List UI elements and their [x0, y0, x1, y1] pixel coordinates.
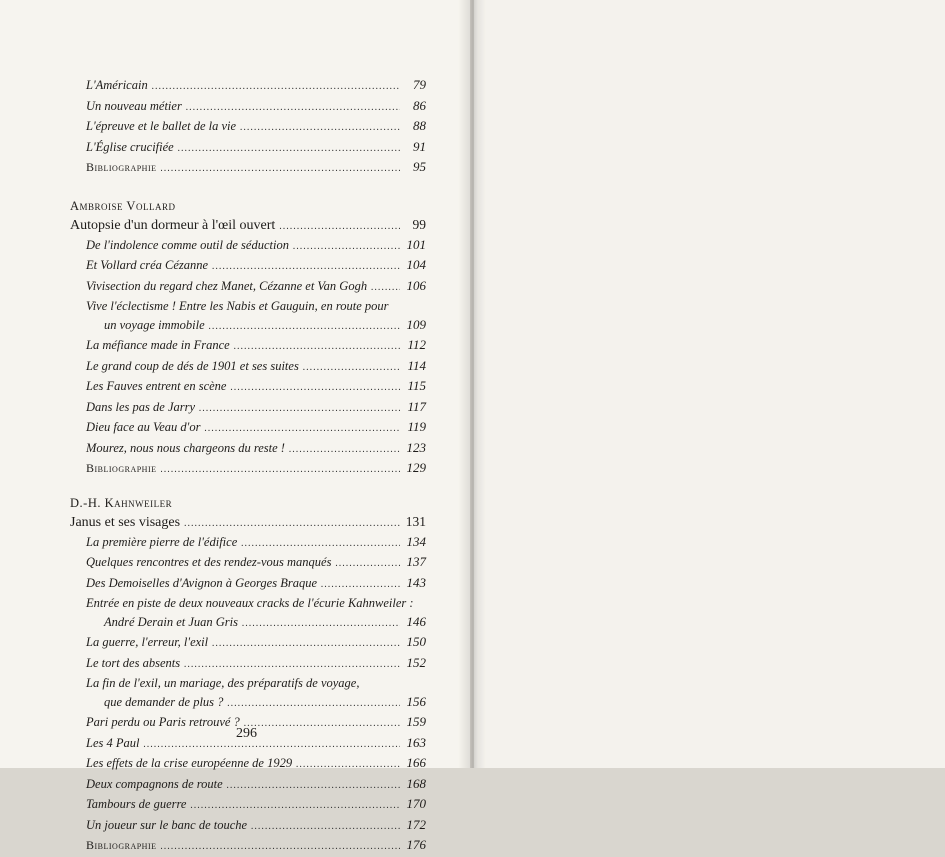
- toc-entry-title: Le grand coup de dés de 1901 et ses suites: [86, 358, 299, 373]
- toc-entry: [70, 594, 426, 613]
- toc-entry: [70, 76, 426, 97]
- toc-entry: [70, 297, 426, 316]
- toc-entry-page: 109: [406, 316, 426, 332]
- dot-leader: [279, 217, 400, 236]
- dot-leader: [296, 756, 400, 775]
- section-author: Ambroise Vollard: [70, 198, 176, 213]
- toc-entry-page: 119: [407, 419, 426, 434]
- toc-entry-page: 131: [405, 513, 426, 529]
- toc-entry-page: 163: [406, 734, 426, 750]
- dot-leader: [199, 400, 400, 419]
- toc-entry: [70, 574, 426, 595]
- toc-entry: [70, 439, 426, 460]
- toc-entry-page: 115: [407, 378, 426, 393]
- dot-leader: [230, 379, 400, 398]
- toc-entry-title: Pari perdu ou Paris retrouvé ?: [86, 715, 240, 729]
- toc-entry: [70, 533, 426, 554]
- section-main-title: [70, 512, 426, 533]
- toc-entry-page: 104: [406, 257, 426, 272]
- toc-entry-page: 99: [412, 216, 426, 232]
- left-page: [0, 0, 470, 852]
- toc-entry-page: 86: [413, 97, 426, 113]
- toc-entry-page: 146: [406, 613, 426, 629]
- section-author: D.-H. Kahnweiler: [70, 495, 173, 510]
- toc-entry-title: Les 4 Paul: [86, 735, 140, 750]
- toc-entry-page: 143: [406, 574, 426, 590]
- toc-entry-page: 150: [406, 634, 426, 649]
- toc-entry-title: Bibliographie: [86, 160, 157, 174]
- toc-entry: [70, 117, 426, 138]
- toc-entry-title: Un joueur sur le banc de touche: [86, 817, 248, 832]
- toc-entry-title: Un nouveau métier: [86, 98, 182, 113]
- toc-entry-page: 79: [413, 77, 426, 92]
- toc-entry-page: 156: [406, 693, 426, 709]
- dot-leader: [143, 736, 400, 755]
- dot-leader: [209, 318, 400, 337]
- toc-entry-title: Le tort des absents: [86, 655, 181, 670]
- toc-entry-title: Bibliographie: [86, 838, 157, 852]
- dot-leader: [227, 777, 400, 796]
- toc-entry-title: Les effets de la crise européenne de 1929: [86, 756, 293, 770]
- toc-entry-title: Bibliographie: [86, 461, 157, 475]
- dot-leader: [241, 535, 400, 554]
- toc-entry-page: 106: [406, 277, 426, 293]
- dot-leader: [227, 695, 400, 714]
- toc-entry-title: Dans les pas de Jarry: [86, 399, 196, 414]
- toc-entry: [70, 633, 426, 654]
- book-gutter: [458, 0, 486, 768]
- toc-entry: [70, 256, 426, 277]
- dot-leader: [161, 461, 401, 480]
- toc-entry: [70, 553, 426, 574]
- right-page: [474, 0, 945, 768]
- toc-entry-title: Vivisection du regard chez Manet, Cézanne et Van Gogh: [86, 278, 368, 293]
- toc-entry-page: 168: [406, 775, 426, 791]
- toc-entry-page: 101: [406, 236, 426, 252]
- toc-entry-page: 170: [406, 796, 426, 811]
- toc-entry: [70, 754, 426, 775]
- toc-entry-page: 152: [406, 654, 426, 670]
- toc-entry-title: Et Vollard créa Cézanne: [86, 258, 209, 272]
- dot-leader: [161, 160, 401, 179]
- dot-leader: [335, 555, 400, 574]
- toc-entry-title: que demander de plus ?: [104, 694, 224, 709]
- toc-entry-title: Dieu face au Veau d'or: [86, 420, 201, 434]
- toc-entry: [70, 816, 426, 837]
- toc-entry: [70, 654, 426, 675]
- toc-entry: [70, 775, 426, 796]
- toc-entry-title: Entrée en piste de deux nouveaux cracks de l'écurie Kahnweiler :: [86, 596, 414, 610]
- toc-entry-title: Quelques rencontres et des rendez-vous manqués: [86, 555, 332, 569]
- dot-leader: [184, 514, 400, 533]
- toc-entry-page: 95: [413, 159, 426, 174]
- toc-entry-page: 114: [407, 357, 426, 373]
- toc-entry-title: Tambours de guerre: [86, 797, 187, 811]
- dot-leader: [321, 576, 400, 595]
- toc-entry-page: 166: [406, 755, 426, 770]
- toc-entry-title: L'Américain: [86, 78, 148, 92]
- section-main-title: [70, 215, 426, 236]
- toc-entry: [70, 418, 426, 439]
- toc-entry: [70, 336, 426, 357]
- dot-leader: [293, 238, 400, 257]
- toc-entry-title: Autopsie d'un dormeur à l'œil ouvert: [70, 217, 276, 233]
- toc-entry: [70, 398, 426, 419]
- toc-entry: [70, 377, 426, 398]
- toc-entry-page: 88: [413, 118, 426, 133]
- dot-leader: [251, 818, 400, 837]
- dot-leader: [186, 99, 400, 118]
- toc-entry-page: 172: [406, 816, 426, 832]
- toc-entry-title: Deux compagnons de route: [86, 776, 223, 791]
- toc-entry-page: 134: [406, 533, 426, 549]
- dot-leader: [212, 635, 400, 654]
- toc-entry-title: Des Demoiselles d'Avignon à Georges Braque: [86, 575, 317, 590]
- dot-leader: [178, 140, 400, 159]
- dot-leader: [204, 420, 400, 439]
- toc-entry-title: L'épreuve et le ballet de la vie: [86, 119, 237, 133]
- toc-entry: [70, 613, 426, 634]
- toc-entry-title: Les Fauves entrent en scène: [86, 379, 227, 393]
- toc-entry-title: La première pierre de l'édifice: [86, 534, 238, 549]
- dot-leader: [244, 715, 400, 734]
- toc-entry: [70, 674, 426, 693]
- dot-leader: [371, 279, 400, 298]
- toc-entry-title: André Derain et Juan Gris: [104, 614, 239, 629]
- dot-leader: [303, 359, 400, 378]
- toc-entry-title: La fin de l'exil, un mariage, des préparatifs de voyage,: [86, 676, 360, 690]
- toc-entry-title: L'Église crucifiée: [86, 139, 174, 154]
- toc-entry-page: 112: [407, 337, 426, 352]
- toc-entry-page: 176: [406, 837, 426, 852]
- toc-entry-title: Vive l'éclectisme ! Entre les Nabis et Gauguin, en route pour: [86, 299, 389, 313]
- toc-entry-title: un voyage immobile: [104, 317, 205, 332]
- dot-leader: [184, 656, 400, 675]
- page-number: 296: [236, 726, 257, 741]
- toc-entry: [70, 97, 426, 118]
- toc-entry-page: 117: [407, 398, 426, 414]
- toc-entry-page: 137: [406, 554, 426, 569]
- toc-entry-page: 129: [406, 460, 426, 475]
- toc-entry-page: 159: [406, 714, 426, 729]
- dot-leader: [234, 338, 400, 357]
- dot-leader: [242, 615, 400, 634]
- toc-entry-page: 123: [406, 439, 426, 455]
- dot-leader: [152, 78, 400, 97]
- dot-leader: [190, 797, 400, 816]
- toc-entry: [70, 138, 426, 159]
- toc-entry: [70, 836, 426, 857]
- toc-entry: [70, 693, 426, 714]
- toc-entry-title: De l'indolence comme outil de séduction: [86, 237, 289, 252]
- dot-leader: [161, 838, 401, 857]
- toc-entry-title: Mourez, nous nous chargeons du reste !: [86, 440, 285, 455]
- toc-entry: [70, 316, 426, 337]
- dot-leader: [240, 119, 400, 138]
- toc-entry: [70, 795, 426, 816]
- dot-leader: [212, 258, 400, 277]
- toc-entry: [70, 357, 426, 378]
- toc-entry: [70, 277, 426, 298]
- dot-leader: [289, 441, 400, 460]
- toc-entry: [70, 158, 426, 179]
- toc-entry-title: Janus et ses visages: [70, 514, 181, 530]
- toc-entry-page: 91: [413, 138, 426, 154]
- toc-entry: [70, 459, 426, 480]
- toc-entry-title: La méfiance made in France: [86, 338, 230, 352]
- toc-entry-title: La guerre, l'erreur, l'exil: [86, 635, 209, 649]
- toc-entry: [70, 236, 426, 257]
